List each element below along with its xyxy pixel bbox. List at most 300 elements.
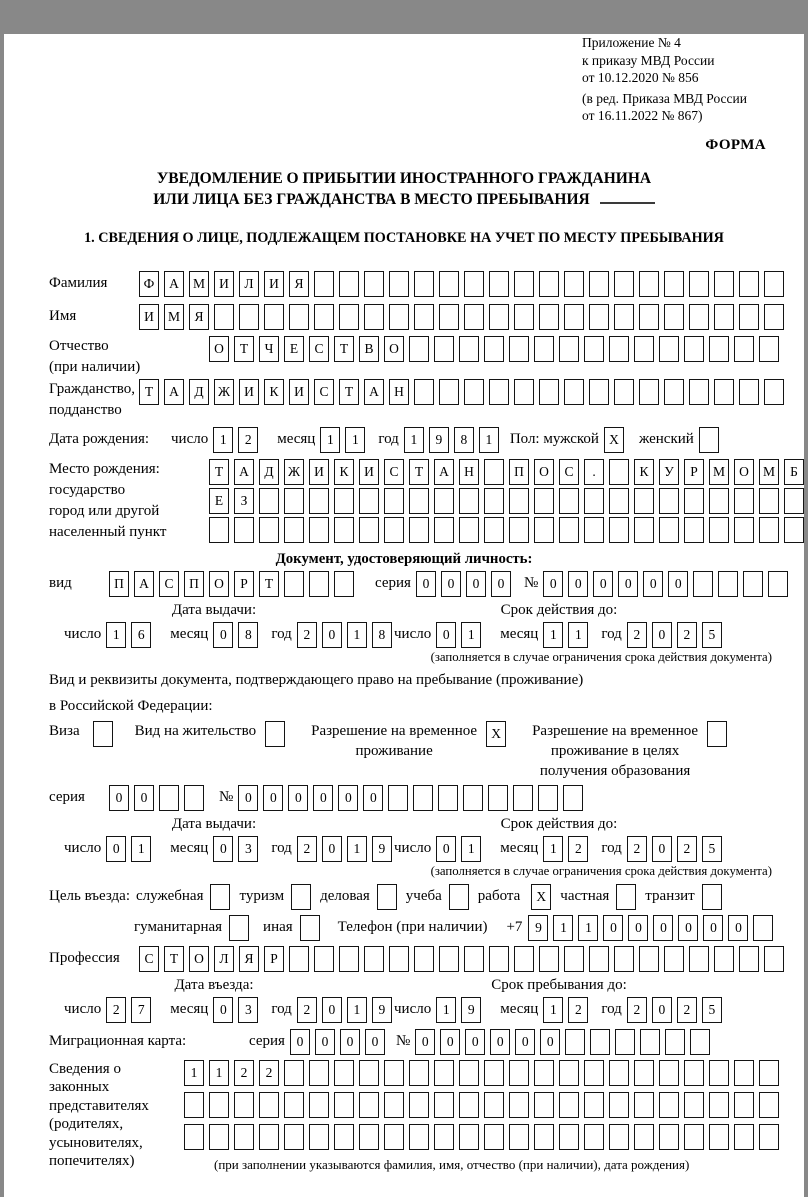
char-box[interactable]	[514, 946, 534, 972]
char-box[interactable]: 1	[347, 836, 367, 862]
stay-valid-year-boxes[interactable]	[627, 836, 727, 862]
char-box[interactable]	[714, 271, 734, 297]
char-box[interactable]	[438, 785, 458, 811]
birth-day-boxes[interactable]	[213, 427, 263, 453]
char-box[interactable]	[184, 1124, 204, 1150]
char-box[interactable]	[309, 1060, 329, 1086]
char-box[interactable]	[309, 488, 329, 514]
char-box[interactable]: 9	[528, 915, 548, 941]
char-box[interactable]	[634, 517, 654, 543]
char-box[interactable]: А	[164, 271, 184, 297]
char-box[interactable]	[614, 271, 634, 297]
char-box[interactable]	[334, 488, 354, 514]
char-box[interactable]: 2	[568, 997, 588, 1023]
char-box[interactable]	[339, 304, 359, 330]
char-box[interactable]	[709, 488, 729, 514]
char-box[interactable]: И	[309, 459, 329, 485]
char-box[interactable]	[509, 488, 529, 514]
checkbox[interactable]: X	[604, 427, 624, 453]
char-box[interactable]	[484, 459, 504, 485]
char-box[interactable]	[664, 271, 684, 297]
char-box[interactable]	[514, 271, 534, 297]
char-box[interactable]: О	[209, 571, 229, 597]
char-box[interactable]	[434, 1092, 454, 1118]
char-box[interactable]: И	[139, 304, 159, 330]
char-box[interactable]	[259, 1092, 279, 1118]
valid-year-boxes[interactable]	[627, 622, 727, 648]
char-box[interactable]	[234, 1092, 254, 1118]
char-box[interactable]	[684, 488, 704, 514]
char-box[interactable]	[284, 1092, 304, 1118]
char-box[interactable]: 0	[322, 997, 342, 1023]
char-box[interactable]	[359, 1060, 379, 1086]
char-box[interactable]: 0	[238, 785, 258, 811]
char-box[interactable]: 0	[678, 915, 698, 941]
issue-year-boxes[interactable]	[297, 622, 397, 648]
char-box[interactable]	[459, 517, 479, 543]
char-box[interactable]	[784, 488, 804, 514]
char-box[interactable]	[584, 1092, 604, 1118]
char-box[interactable]	[489, 946, 509, 972]
purpose-study-checkbox[interactable]	[442, 884, 469, 910]
char-box[interactable]: П	[509, 459, 529, 485]
checkbox[interactable]	[93, 721, 113, 747]
char-box[interactable]: 0	[322, 622, 342, 648]
char-box[interactable]: С	[314, 379, 334, 405]
char-box[interactable]: З	[234, 488, 254, 514]
char-box[interactable]: П	[184, 571, 204, 597]
char-box[interactable]	[693, 571, 713, 597]
char-box[interactable]	[659, 1092, 679, 1118]
char-box[interactable]: 2	[238, 427, 258, 453]
char-box[interactable]: 0	[213, 622, 233, 648]
char-box[interactable]: С	[159, 571, 179, 597]
checkbox[interactable]	[702, 884, 722, 910]
char-box[interactable]	[434, 1060, 454, 1086]
char-box[interactable]	[314, 304, 334, 330]
char-box[interactable]: 0	[213, 997, 233, 1023]
char-box[interactable]: 1	[543, 622, 563, 648]
char-box[interactable]: 1	[131, 836, 151, 862]
stay-until-year-boxes[interactable]	[627, 997, 727, 1023]
char-box[interactable]	[409, 336, 429, 362]
char-box[interactable]	[434, 336, 454, 362]
char-box[interactable]	[534, 517, 554, 543]
checkbox[interactable]: X	[486, 721, 506, 747]
char-box[interactable]	[364, 304, 384, 330]
char-box[interactable]	[764, 946, 784, 972]
stay-until-month-boxes[interactable]	[543, 997, 593, 1023]
char-box[interactable]	[565, 1029, 585, 1055]
char-box[interactable]	[689, 304, 709, 330]
char-box[interactable]: 0	[436, 622, 456, 648]
char-box[interactable]	[784, 517, 804, 543]
char-box[interactable]	[734, 1060, 754, 1086]
char-box[interactable]: С	[309, 336, 329, 362]
char-box[interactable]	[259, 1124, 279, 1150]
char-box[interactable]	[609, 517, 629, 543]
char-box[interactable]: 1	[209, 1060, 229, 1086]
checkbox[interactable]	[616, 884, 636, 910]
char-box[interactable]: В	[359, 336, 379, 362]
char-box[interactable]: 0	[491, 571, 511, 597]
char-box[interactable]	[759, 517, 779, 543]
char-box[interactable]	[464, 379, 484, 405]
char-box[interactable]	[690, 1029, 710, 1055]
char-box[interactable]	[214, 304, 234, 330]
char-box[interactable]: 0	[340, 1029, 360, 1055]
char-box[interactable]	[434, 488, 454, 514]
entry-year-boxes[interactable]	[297, 997, 397, 1023]
char-box[interactable]: А	[234, 459, 254, 485]
guardians-row2-boxes[interactable]	[184, 1092, 784, 1118]
char-box[interactable]	[639, 379, 659, 405]
char-box[interactable]: 0	[213, 836, 233, 862]
char-box[interactable]: 0	[436, 836, 456, 862]
char-box[interactable]: У	[659, 459, 679, 485]
char-box[interactable]: Т	[409, 459, 429, 485]
char-box[interactable]	[459, 1124, 479, 1150]
char-box[interactable]	[414, 946, 434, 972]
char-box[interactable]	[388, 785, 408, 811]
char-box[interactable]	[634, 488, 654, 514]
char-box[interactable]	[364, 271, 384, 297]
char-box[interactable]: 1	[320, 427, 340, 453]
char-box[interactable]	[634, 1092, 654, 1118]
char-box[interactable]: 8	[238, 622, 258, 648]
char-box[interactable]: 9	[429, 427, 449, 453]
char-box[interactable]: Ч	[259, 336, 279, 362]
char-box[interactable]: А	[434, 459, 454, 485]
char-box[interactable]	[714, 946, 734, 972]
char-box[interactable]: Т	[139, 379, 159, 405]
guardians-row1-boxes[interactable]	[184, 1060, 784, 1086]
char-box[interactable]	[559, 1092, 579, 1118]
char-box[interactable]: Ж	[284, 459, 304, 485]
char-box[interactable]: 1	[553, 915, 573, 941]
char-box[interactable]: И	[289, 379, 309, 405]
char-box[interactable]	[759, 1124, 779, 1150]
char-box[interactable]: К	[264, 379, 284, 405]
char-box[interactable]	[759, 1060, 779, 1086]
stay-valid-month-boxes[interactable]	[543, 836, 593, 862]
char-box[interactable]: 5	[702, 836, 722, 862]
purpose-tourism-checkbox[interactable]	[284, 884, 311, 910]
char-box[interactable]: Н	[389, 379, 409, 405]
checkbox[interactable]	[449, 884, 469, 910]
stay-issue-day-boxes[interactable]	[106, 836, 156, 862]
char-box[interactable]: Р	[234, 571, 254, 597]
char-box[interactable]	[559, 517, 579, 543]
char-box[interactable]	[614, 304, 634, 330]
char-box[interactable]: 1	[213, 427, 233, 453]
char-box[interactable]	[639, 946, 659, 972]
checkbox[interactable]	[699, 427, 719, 453]
profession-boxes[interactable]	[139, 946, 789, 972]
char-box[interactable]	[434, 1124, 454, 1150]
char-box[interactable]: 1	[479, 427, 499, 453]
char-box[interactable]	[488, 785, 508, 811]
checkbox[interactable]	[300, 915, 320, 941]
char-box[interactable]: О	[384, 336, 404, 362]
char-box[interactable]	[439, 304, 459, 330]
purpose-business-checkbox[interactable]	[370, 884, 397, 910]
char-box[interactable]: 0	[490, 1029, 510, 1055]
char-box[interactable]: Е	[209, 488, 229, 514]
char-box[interactable]: Ф	[139, 271, 159, 297]
citizenship-boxes[interactable]	[139, 379, 789, 405]
char-box[interactable]	[764, 379, 784, 405]
char-box[interactable]: Ж	[214, 379, 234, 405]
char-box[interactable]: И	[359, 459, 379, 485]
char-box[interactable]: 2	[568, 836, 588, 862]
checkbox[interactable]	[377, 884, 397, 910]
char-box[interactable]: 0	[652, 836, 672, 862]
char-box[interactable]	[689, 379, 709, 405]
char-box[interactable]: О	[534, 459, 554, 485]
char-box[interactable]	[739, 379, 759, 405]
char-box[interactable]: 0	[290, 1029, 310, 1055]
char-box[interactable]	[284, 1060, 304, 1086]
char-box[interactable]	[734, 336, 754, 362]
char-box[interactable]	[734, 1124, 754, 1150]
char-box[interactable]	[759, 488, 779, 514]
stay-series-boxes[interactable]	[109, 785, 209, 811]
char-box[interactable]	[609, 336, 629, 362]
char-box[interactable]: 2	[677, 836, 697, 862]
char-box[interactable]: Т	[209, 459, 229, 485]
char-box[interactable]	[659, 488, 679, 514]
char-box[interactable]	[739, 271, 759, 297]
char-box[interactable]	[614, 946, 634, 972]
char-box[interactable]: Т	[164, 946, 184, 972]
char-box[interactable]	[659, 336, 679, 362]
char-box[interactable]	[609, 459, 629, 485]
char-box[interactable]: Т	[234, 336, 254, 362]
stay-valid-day-boxes[interactable]	[436, 836, 486, 862]
char-box[interactable]	[584, 1060, 604, 1086]
char-box[interactable]: 1	[543, 997, 563, 1023]
temp-residence-checkbox[interactable]	[477, 721, 506, 747]
char-box[interactable]: О	[734, 459, 754, 485]
char-box[interactable]	[259, 517, 279, 543]
char-box[interactable]: 0	[643, 571, 663, 597]
char-box[interactable]	[514, 304, 534, 330]
char-box[interactable]: Т	[334, 336, 354, 362]
char-box[interactable]	[734, 517, 754, 543]
char-box[interactable]	[284, 488, 304, 514]
char-box[interactable]	[584, 517, 604, 543]
char-box[interactable]	[539, 379, 559, 405]
char-box[interactable]	[640, 1029, 660, 1055]
char-box[interactable]	[539, 946, 559, 972]
char-box[interactable]: 3	[238, 997, 258, 1023]
char-box[interactable]	[309, 1124, 329, 1150]
char-box[interactable]	[309, 517, 329, 543]
char-box[interactable]	[463, 785, 483, 811]
char-box[interactable]: 0	[322, 836, 342, 862]
char-box[interactable]: 0	[365, 1029, 385, 1055]
doc-type-boxes[interactable]	[109, 571, 359, 597]
char-box[interactable]	[334, 1124, 354, 1150]
char-box[interactable]	[609, 1124, 629, 1150]
char-box[interactable]	[484, 1124, 504, 1150]
purpose-work-checkbox[interactable]	[524, 884, 551, 910]
char-box[interactable]: 0	[540, 1029, 560, 1055]
char-box[interactable]	[464, 946, 484, 972]
issue-month-boxes[interactable]	[213, 622, 263, 648]
char-box[interactable]	[209, 1124, 229, 1150]
char-box[interactable]	[489, 271, 509, 297]
checkbox[interactable]: X	[531, 884, 551, 910]
residence-permit-checkbox[interactable]	[256, 721, 285, 747]
char-box[interactable]	[234, 517, 254, 543]
char-box[interactable]: Я	[239, 946, 259, 972]
char-box[interactable]: 0	[568, 571, 588, 597]
char-box[interactable]: 0	[363, 785, 383, 811]
char-box[interactable]	[584, 336, 604, 362]
char-box[interactable]	[739, 304, 759, 330]
char-box[interactable]	[564, 379, 584, 405]
char-box[interactable]: 0	[416, 571, 436, 597]
char-box[interactable]	[709, 1092, 729, 1118]
char-box[interactable]: 1	[568, 622, 588, 648]
char-box[interactable]: 0	[441, 571, 461, 597]
char-box[interactable]: 0	[515, 1029, 535, 1055]
checkbox[interactable]	[229, 915, 249, 941]
char-box[interactable]: 0	[440, 1029, 460, 1055]
char-box[interactable]: Т	[259, 571, 279, 597]
char-box[interactable]	[609, 1060, 629, 1086]
char-box[interactable]: 9	[461, 997, 481, 1023]
char-box[interactable]	[359, 1092, 379, 1118]
char-box[interactable]: Р	[264, 946, 284, 972]
char-box[interactable]	[239, 304, 259, 330]
migration-series-boxes[interactable]	[290, 1029, 390, 1055]
char-box[interactable]: 1	[106, 622, 126, 648]
char-box[interactable]	[159, 785, 179, 811]
char-box[interactable]: 0	[465, 1029, 485, 1055]
char-box[interactable]	[264, 304, 284, 330]
char-box[interactable]	[634, 336, 654, 362]
checkbox[interactable]	[210, 884, 230, 910]
char-box[interactable]: Б	[784, 459, 804, 485]
char-box[interactable]: 1	[436, 997, 456, 1023]
char-box[interactable]	[734, 1092, 754, 1118]
char-box[interactable]	[714, 304, 734, 330]
char-box[interactable]	[718, 571, 738, 597]
char-box[interactable]	[615, 1029, 635, 1055]
char-box[interactable]	[534, 1092, 554, 1118]
char-box[interactable]: П	[109, 571, 129, 597]
char-box[interactable]	[559, 1124, 579, 1150]
char-box[interactable]	[414, 304, 434, 330]
char-box[interactable]	[364, 946, 384, 972]
char-box[interactable]	[764, 304, 784, 330]
char-box[interactable]	[209, 517, 229, 543]
char-box[interactable]	[484, 517, 504, 543]
char-box[interactable]	[714, 379, 734, 405]
char-box[interactable]	[709, 1124, 729, 1150]
birthplace-row3-boxes[interactable]	[209, 517, 808, 543]
char-box[interactable]	[434, 517, 454, 543]
char-box[interactable]: 0	[628, 915, 648, 941]
char-box[interactable]	[284, 1124, 304, 1150]
char-box[interactable]	[509, 517, 529, 543]
char-box[interactable]: М	[164, 304, 184, 330]
char-box[interactable]: 7	[131, 997, 151, 1023]
char-box[interactable]	[464, 271, 484, 297]
char-box[interactable]: С	[139, 946, 159, 972]
char-box[interactable]: 1	[184, 1060, 204, 1086]
char-box[interactable]	[689, 946, 709, 972]
char-box[interactable]	[563, 785, 583, 811]
char-box[interactable]	[743, 571, 763, 597]
char-box[interactable]	[414, 379, 434, 405]
char-box[interactable]: 0	[653, 915, 673, 941]
char-box[interactable]	[559, 336, 579, 362]
char-box[interactable]: 0	[134, 785, 154, 811]
char-box[interactable]: 0	[652, 622, 672, 648]
char-box[interactable]: Т	[339, 379, 359, 405]
char-box[interactable]	[739, 946, 759, 972]
doc-number-boxes[interactable]	[543, 571, 793, 597]
char-box[interactable]	[439, 271, 459, 297]
char-box[interactable]: 2	[627, 836, 647, 862]
char-box[interactable]: 0	[603, 915, 623, 941]
char-box[interactable]	[339, 946, 359, 972]
char-box[interactable]: 0	[338, 785, 358, 811]
char-box[interactable]	[764, 271, 784, 297]
char-box[interactable]: 0	[415, 1029, 435, 1055]
char-box[interactable]: 1	[347, 997, 367, 1023]
stay-number-boxes[interactable]	[238, 785, 588, 811]
char-box[interactable]	[289, 946, 309, 972]
char-box[interactable]: 0	[668, 571, 688, 597]
char-box[interactable]: 1	[543, 836, 563, 862]
char-box[interactable]	[509, 336, 529, 362]
char-box[interactable]	[309, 1092, 329, 1118]
birth-year-boxes[interactable]	[404, 427, 504, 453]
char-box[interactable]: А	[364, 379, 384, 405]
char-box[interactable]	[439, 379, 459, 405]
char-box[interactable]	[509, 1124, 529, 1150]
char-box[interactable]	[759, 336, 779, 362]
char-box[interactable]: О	[209, 336, 229, 362]
valid-day-boxes[interactable]	[436, 622, 486, 648]
char-box[interactable]	[414, 271, 434, 297]
char-box[interactable]	[489, 304, 509, 330]
char-box[interactable]	[334, 1092, 354, 1118]
char-box[interactable]: С	[384, 459, 404, 485]
char-box[interactable]	[413, 785, 433, 811]
char-box[interactable]	[334, 571, 354, 597]
char-box[interactable]: 2	[297, 836, 317, 862]
char-box[interactable]: 9	[372, 997, 392, 1023]
purpose-private-checkbox[interactable]	[609, 884, 636, 910]
char-box[interactable]	[209, 1092, 229, 1118]
char-box[interactable]	[484, 1060, 504, 1086]
char-box[interactable]	[589, 379, 609, 405]
purpose-transit-checkbox[interactable]	[695, 884, 722, 910]
char-box[interactable]: М	[759, 459, 779, 485]
char-box[interactable]	[389, 271, 409, 297]
char-box[interactable]	[684, 1124, 704, 1150]
char-box[interactable]: М	[189, 271, 209, 297]
char-box[interactable]: 0	[106, 836, 126, 862]
char-box[interactable]	[634, 1060, 654, 1086]
char-box[interactable]: 1	[404, 427, 424, 453]
